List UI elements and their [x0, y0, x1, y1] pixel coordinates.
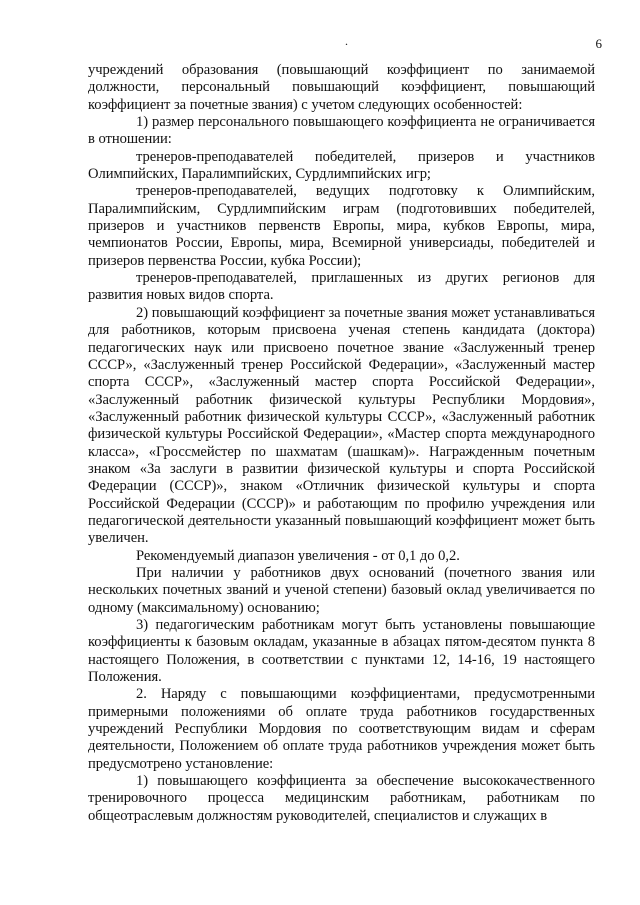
paragraph-item-3-pedagogical: 3) педагогическим работникам могут быть установлены повышающие коэффициенты к базовым окладам, указанные в абзацах пятом-десятом пункта 8 настоящего Положения, в соответствии с пунктами 12, 14-16, 19 настоящего Положения.	[88, 617, 595, 686]
paragraph-coaches-winners: тренеров-преподавателей победителей, призеров и участников Олимпийских, Паралимпийских, Сурдлимпийских игр;	[88, 148, 595, 183]
paragraph-intro-continuation: учреждений образования (повышающий коэффициент по занимаемой должности, персональный повышающий коэффициент, повышающий коэффициент за почетные звания) с учетом следующих особенностей:	[88, 62, 595, 113]
paragraph-section-2: 2. Наряду с повышающими коэффициентами, предусмотренными примерными положениями об оплате труда работников государственных учреждений Республики Мордовия по соответствующим видам и сферам деятельности, Положением об оплате труда работников учреждения может быть предусмотрено установление:	[88, 686, 595, 772]
paragraph-two-grounds: При наличии у работников двух оснований (почетного звания или нескольких почетных званий и ученой степени) базовый оклад увеличивается по одному (максимальному) основанию;	[88, 564, 595, 616]
paragraph-section-2-item-1: 1) повышающего коэффициента за обеспечение высококачественного тренировочного процесса медицинским работникам, работникам по общеотраслевым должностям руководителей, специалистов и служащих в	[88, 773, 595, 824]
document-body	[88, 62, 595, 825]
page-number: 6	[595, 36, 602, 51]
paragraph-coaches-preparing: тренеров-преподавателей, ведущих подготовку к Олимпийским, Паралимпийским, Сурдлимпийским играм (подготовивших победителей, призеров и участников первенств Европы, мира, кубков Европы, мира, чемпионатов России, Европы, мира, Всемирной универсиады, победителей и призеров первенства России, кубка России);	[88, 183, 595, 269]
page-top-mark: .	[345, 34, 348, 48]
paragraph-item-2-honorary-titles: 2) повышающий коэффициент за почетные звания может устанавливаться для работников, которым присвоена ученая степень кандидата (доктора) педагогических наук или присвоено почетное звание «Заслуженный тренер СССР», «Заслуженный тренер Российской Федерации», «Заслуженный мастер спорта СССР», «Заслуженный мастер спорта Российской Федерации», «Заслуженный работник физической культуры Республики Мордовия», «Заслуженный работник физической культуры СССР», «Заслуженный работник физической культуры Российской Федерации», «Мастер спорта международного класса», «Гроссмейстер по шахматам (шашкам)». Награжденным почетным знаком «За заслуги в развитии физической культуры и спорта Российской Федерации (СССР)», знаком «Отличник физической культуры и спорта Российской Федерации (СССР)» и работающим по профилю учреждения или педагогической деятельности указанный повышающий коэффициент может быть увеличен.	[88, 304, 595, 547]
paragraph-item-1: 1) размер персонального повышающего коэффициента не ограничивается в отношении:	[88, 114, 595, 148]
paragraph-coaches-invited: тренеров-преподавателей, приглашенных из других регионов для развития новых видов спорта.	[88, 270, 595, 304]
paragraph-recommended-range: Рекомендуемый диапазон увеличения - от 0,1 до 0,2.	[136, 547, 460, 564]
